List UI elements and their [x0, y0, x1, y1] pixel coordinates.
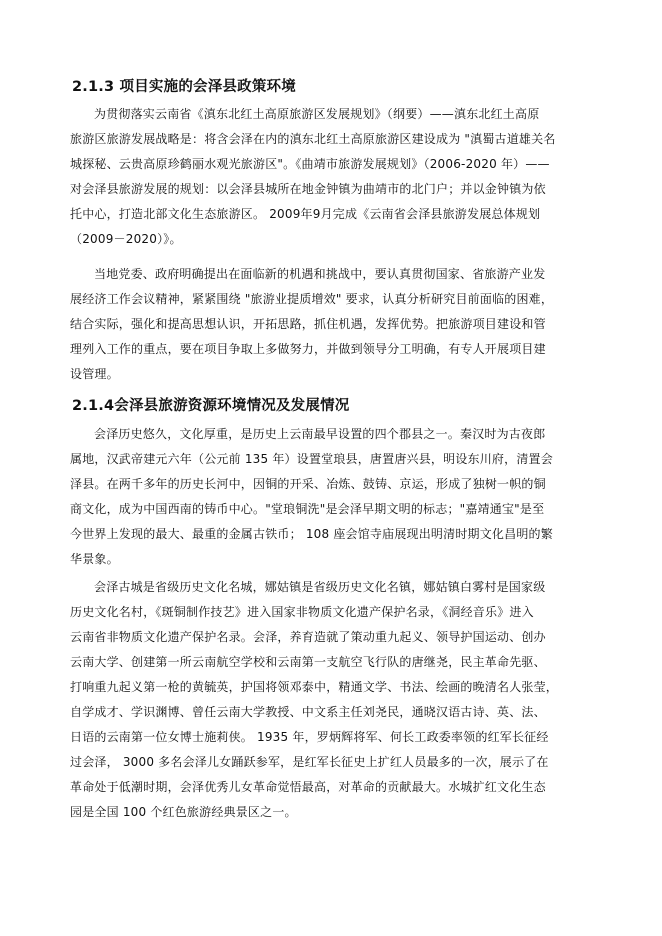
text-line: 展经济工作会议精神，紧紧围绕 "旅游业提质增效" 要求，认真分析研究目前面临的困难，: [70, 292, 554, 306]
text-line: 自学成才、学识渊博、曾任云南大学教授、中文系主任刘尧民，通晓汉语古诗、英、法、: [70, 705, 546, 719]
paragraph-history: [70, 422, 590, 572]
text-line: 会泽历史悠久，文化厚重，是历史上云南最早设置的四个郡县之一。秦汉时为古夜郎: [94, 427, 546, 441]
text-line: 商文化，成为中国西南的铸币中心。"堂琅铜洗"是会泽早期文明的标志；"嘉靖通宝"是至: [70, 502, 545, 516]
text-line: 城探秘、云贵高原珍鹤丽水观光旅游区"。《曲靖市旅游发展规划》（2006-2020 年）——: [70, 157, 550, 171]
paragraph-policy-plans: [70, 102, 590, 252]
paragraph-culture-figures: [70, 575, 590, 825]
text-line: 园是全国 100 个红色旅游经典景区之一。: [70, 805, 297, 819]
text-line: 当地党委、政府明确提出在面临新的机遇和挑战中，要认真贯彻国家、省旅游产业发: [94, 267, 546, 281]
text-line: 旅游区旅游发展战略是：将含会泽在内的滇东北红土高原旅游区建设成为 "滇蜀古道雄关名: [70, 132, 556, 146]
text-line: 为贯彻落实云南省《滇东北红土高原旅游区发展规划》（纲要）——滇东北红土高原: [94, 107, 540, 121]
text-line: 对会泽县旅游发展的规划：以会泽县城所在地金钟镇为曲靖市的北门户；并以金钟镇为依: [70, 182, 546, 196]
text-line: 泽县。在两千多年的历史长河中，因铜的开采、冶炼、鼓铸、京运，形成了独树一帜的铜: [70, 477, 546, 491]
section-heading-2-1-4: 2.1.4会泽县旅游资源环境情况及发展情况: [72, 398, 350, 414]
paragraph-government-measures: [70, 262, 590, 387]
text-line: 理列入工作的重点，要在项目争取上多做努力，并做到领导分工明确，有专人开展项目建: [70, 342, 546, 356]
text-line: 会泽古城是省级历史文化名城，娜姑镇是省级历史文化名镇，娜姑镇白雾村是国家级: [94, 580, 546, 594]
text-line: 革命处于低潮时期，会泽优秀儿女革命觉悟最高，对革命的贡献最大。水城扩红文化生态: [70, 780, 546, 794]
text-line: （2009－2020）》。: [70, 232, 182, 246]
section-heading-2-1-3: 2.1.3 项目实施的会泽县政策环境: [72, 79, 296, 95]
text-line: 历史文化名村，《斑铜制作技艺》进入国家非物质文化遗产保护名录，《洞经音乐》进入: [70, 605, 534, 619]
text-line: 云南大学、创建第一所云南航空学校和云南第一支航空飞行队的唐继尧，民主革命先驱、: [70, 655, 546, 669]
text-line: 云南省非物质文化遗产保护名录。会泽，养育造就了策动重九起义、领导护国运动、创办: [70, 630, 546, 644]
text-line: 结合实际，强化和提高思想认识，开拓思路，抓住机遇，发挥优势。把旅游项目建设和管: [70, 317, 546, 331]
text-line: 过会泽， 3000 多名会泽儿女踊跃参军，是红军长征史上扩红人员最多的一次，展示了在: [70, 755, 549, 769]
text-line: 设管理。: [70, 367, 119, 381]
text-line: 托中心，打造北部文化生态旅游区。 2009年9月完成《云南省会泽县旅游发展总体规划: [70, 207, 541, 221]
text-line: 今世界上发现的最大、最重的金属古铁币； 108 座会馆寺庙展现出明清时期文化昌明的繁: [70, 527, 553, 541]
text-line: 日语的云南第一位女博士施莉侠。 1935 年，罗炳辉将军、何长工政委率领的红军长征经: [70, 730, 549, 744]
text-line: 华景象。: [70, 552, 119, 566]
text-line: 属地，汉武帝建元六年（公元前 135 年）设置堂琅县，唐置唐兴县，明设东川府，清置会: [70, 452, 553, 466]
text-line: 打响重九起义第一枪的黄毓英，护国将领邓泰中，精通文学、书法、绘画的晚清名人张莹，: [70, 680, 559, 694]
